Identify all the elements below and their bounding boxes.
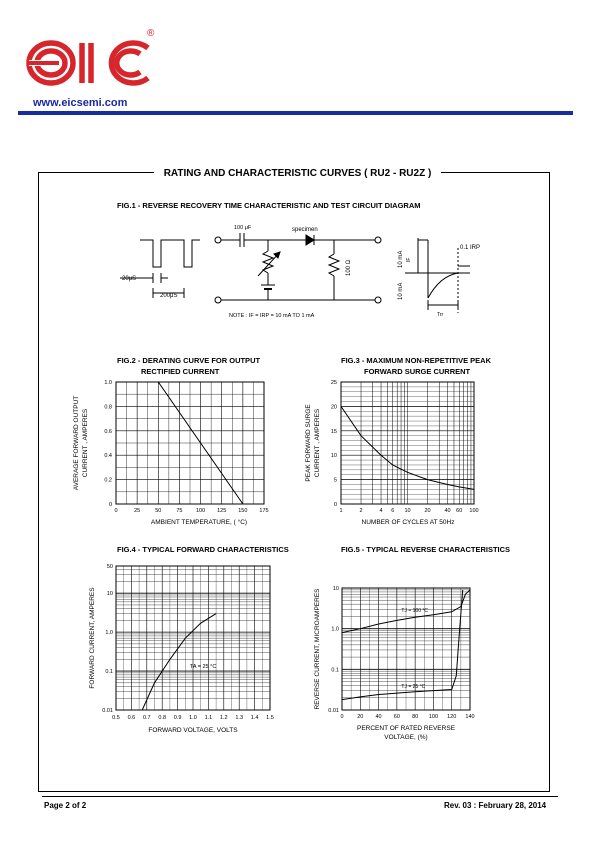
fig2-xtick-label: 75 [176,508,183,514]
section-title: RATING AND CHARACTERISTIC CURVES ( RU2 - RU2Z ) [154,168,442,179]
fig4-xtick-label: 0.8 [158,715,167,721]
fig3-xtick-label: 2 [359,508,363,514]
fig1-pulse-width-label: 20μS [122,276,137,282]
fig3-xtick-label: 60 [456,508,463,514]
fig1-cap-label: 100 μF [234,225,252,231]
footer-rule [42,796,558,797]
fig3-xtick-label: 10 [404,508,411,514]
fig4-ytick-label: 1.0 [105,630,113,637]
fig5-xlabel-line1: PERCENT OF RATED REVERSE [357,725,455,732]
fig5-xtick-label: 40 [375,714,382,720]
fig5-xtick-label: 20 [357,714,364,720]
fig4-xtick-label: 0.6 [127,715,136,721]
fig3-ytick-label: 5 [333,477,337,484]
fig4-xtick-label: 0.9 [173,715,182,721]
website-link[interactable]: www.eicsemi.com [33,97,128,109]
fig3-ytick-label: 25 [330,380,337,386]
fig5-ylabel: REVERSE CURRENT, MICROAMPERES [314,588,321,710]
fig5-xtick-label: 0 [340,714,344,720]
fig2-chart [68,376,278,531]
fig4-xtick-label: 1.5 [266,715,274,721]
fig5-xtick-label: 60 [393,714,400,720]
fig4-title: FIG.4 - TYPICAL FORWARD CHARACTERISTICS [117,545,289,554]
fig3-ytick-label: 15 [330,428,337,435]
fig5-annotation-hot: TJ = 100 °C [401,607,429,614]
fig4-xtick-label: 1.4 [250,715,259,721]
fig1-title: FIG.1 - REVERSE RECOVERY TIME CHARACTERISTIC AND TEST CIRCUIT DIAGRAM [117,201,421,210]
fig5-chart [308,570,498,745]
fig4-ytick-label: 10 [106,591,113,598]
fig4-xtick-label: 1.2 [219,715,228,721]
fig4-annotation: TA = 25 °C [189,663,217,670]
fig3-xtick-label: 4 [379,508,383,514]
fig5-title: FIG.5 - TYPICAL REVERSE CHARACTERISTICS [341,545,511,554]
fig3-ytick-label: 0 [333,502,337,508]
fig3-ytick-label: 10 [330,453,337,460]
fig2-ytick-label: 0 [108,502,112,508]
fig5-xtick-label: 100 [428,714,439,720]
fig4-ylabel: FORWARD CURRENT, AMPERES [89,587,96,689]
fig2-xtick-label: 100 [195,508,206,514]
fig4-xtick-label: 1.0 [189,715,197,721]
fig5-ytick-label: 0.1 [331,667,339,674]
fig5-ytick-label: 0.01 [328,708,339,714]
fig2-ytick-label: 0.2 [104,477,112,484]
fig5-xtick-label: 140 [465,714,475,720]
fig3-xtick-label: 100 [469,508,479,514]
fig3-xtick-label: 20 [424,508,431,514]
fig5-annotation-cold: TJ = 25 °C [401,683,426,690]
fig1-trr-label: Trr [437,312,444,318]
fig2-xlabel: AMBIENT TEMPERATURE, ( °C) [150,519,248,526]
fig2-xtick-label: 175 [259,508,269,514]
eic-logo [24,26,156,97]
fig2-xtick-label: 150 [238,508,248,514]
fig4-xtick-label: 1.1 [204,715,213,721]
registered-mark: ® [147,28,155,39]
fig3-xlabel: NUMBER OF CYCLES AT 50Hz [361,519,455,526]
fig5-xtick-label: 80 [412,714,419,720]
fig1-diagram [110,218,490,328]
fig3-xtick-label: 6 [391,508,395,514]
fig4-xlabel: FORWARD VOLTAGE, VOLTS [148,727,238,734]
fig2-title-line2: RECTIFIED CURRENT [141,367,220,376]
fig5-ytick-label: 10 [332,586,339,592]
fig1-irp-label: 0.1 IRP [460,245,481,251]
fig2-ytick-label: 0.8 [104,404,112,411]
fig4-forward-curve [142,614,216,710]
fig3-ytick-label: 20 [330,404,337,411]
fig3-chart [298,376,498,531]
fig3-title-line1: FIG.3 - MAXIMUM NON-REPETITIVE PEAK [341,356,492,365]
fig5-ytick-label: 1.0 [331,626,339,633]
fig3-ylabel-line2: CURRENT , AMPERES [314,408,321,478]
fig2-ylabel-line1: AVERAGE FORWARD OUTPUT [73,395,80,491]
fig4-xtick-label: 1.3 [235,715,244,721]
fig4-xtick-label: 0.5 [112,715,120,721]
fig1-resistor-label: 100 Ω [346,259,352,276]
fig4-ytick-label: 0.1 [105,669,113,676]
fig3-title-line2: FORWARD SURGE CURRENT [364,367,471,376]
fig1-if-label: 10 mA [398,282,404,300]
fig4-chart [82,560,282,740]
fig2-ytick-label: 0.4 [104,453,112,460]
fig3-xtick-label: 1 [339,508,343,514]
fig3-xtick-label: 40 [444,508,451,514]
fig1-ir-label: 10 mA [398,250,404,268]
fig4-ytick-label: 0.01 [102,708,113,714]
fig2-xtick-label: 0 [114,508,118,514]
fig2-ytick-label: 1.0 [104,380,112,386]
fig2-xtick-label: 50 [155,508,162,514]
fig2-ytick-label: 0.6 [104,428,112,435]
fig1-specimen-label: specimen [292,227,318,233]
fig2-xtick-label: 25 [134,508,141,514]
fig5-xtick-label: 120 [447,714,457,720]
revision-date: Rev. 03 : February 28, 2014 [444,801,547,810]
fig1-note: NOTE : IF = IRP = 10 mA TO 1 mA [229,313,315,319]
fig4-xtick-label: 0.7 [142,715,151,721]
fig3-ylabel-line1: PEAK FORWARD SURGE [305,404,312,482]
fig2-xtick-label: 125 [217,508,227,514]
fig1-if-sub: IF [406,257,412,262]
page-number: Page 2 of 2 [44,801,87,810]
fig2-ylabel-line2: CURRENT , AMPERES [82,408,89,478]
fig1-period-label: 200μS [160,293,178,299]
header-rule [18,111,573,115]
fig5-xlabel-line2: VOLTAGE, (%) [384,734,428,741]
fig2-title-line1: FIG.2 - DERATING CURVE FOR OUTPUT [117,356,261,365]
fig4-ytick-label: 50 [106,564,113,570]
